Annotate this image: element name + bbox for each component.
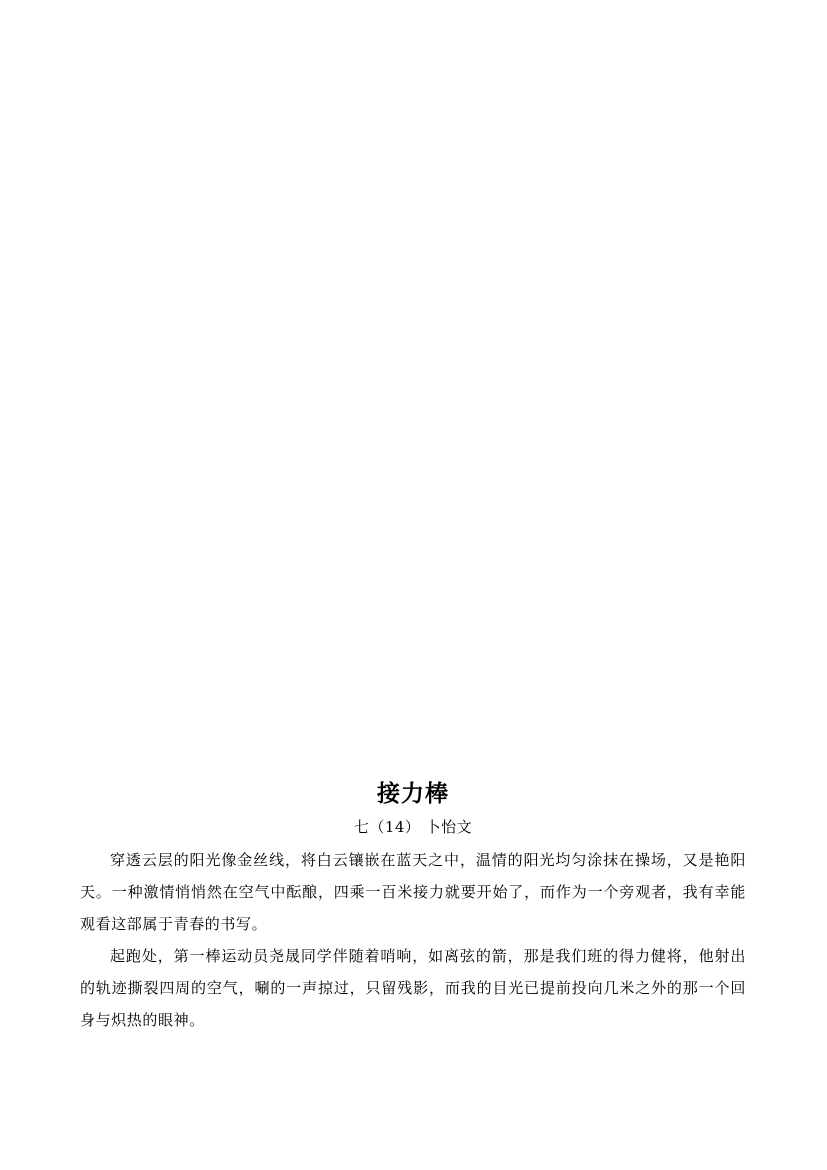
author-byline: 七（14） 卜怡文 bbox=[353, 818, 473, 836]
essay-paragraph-1: 穿透云层的阳光像金丝线，将白云镶嵌在蓝天之中，温情的阳光均匀涂抹在操场，又是艳阳天。一种激情悄悄然在空气中酝酿，四乘一百米接力就要开始了，而作为一个旁观者，我有幸能观看这部属于青春的书写。 bbox=[80, 851, 746, 933]
essay-paragraph-2: 起跑处，第一棒运动员尧晟同学伴随着哨响，如离弦的箭，那是我们班的得力健将，他射出的轨迹撕裂四周的空气，唰的一声掠过，只留残影，而我的目光已提前投向几米之外的那一个回身与炽热的眼神。 bbox=[80, 947, 746, 1029]
essay bbox=[80, 776, 746, 1036]
essay-title: 接力棒 bbox=[377, 781, 449, 807]
